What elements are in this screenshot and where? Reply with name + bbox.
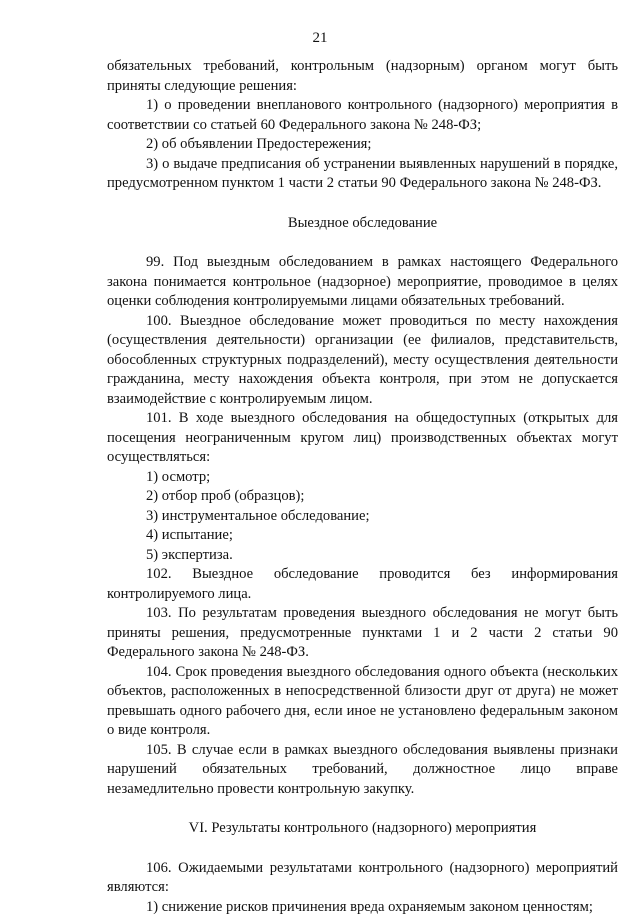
- paragraph-101: 101. В ходе выездного обследования на общедоступных (открытых для посещения неограниченным кругом лиц) производственных объектах могут осуществляться:: [107, 409, 618, 468]
- decision-item-3: 3) о выдаче предписания об устранении выявленных нарушений в порядке, предусмотренном пунктом 1 части 2 статьи 90 Федерального закона № 248-ФЗ.: [107, 155, 618, 194]
- section-heading-field-inspection: Выездное обследование: [107, 214, 618, 234]
- paragraph-continuation: обязательных требований, контрольным (надзорным) органом могут быть приняты следующие решения:: [107, 57, 618, 96]
- list-item-101-4: 4) испытание;: [107, 526, 618, 546]
- list-item-101-2: 2) отбор проб (образцов);: [107, 487, 618, 507]
- paragraph-105: 105. В случае если в рамках выездного обследования выявлены признаки нарушений обязательных требований, должностное лицо вправе незамедлительно провести контрольную закупку.: [107, 741, 618, 800]
- paragraph-103: 103. По результатам проведения выездного обследования не могут быть приняты решения, предусмотренные пунктами 1 и 2 части 2 статьи 90 Федерального закона № 248-ФЗ.: [107, 604, 618, 663]
- paragraph-106: 106. Ожидаемыми результатами контрольного (надзорного) мероприятий являются:: [107, 859, 618, 898]
- decision-item-2: 2) об объявлении Предостережения;: [107, 135, 618, 155]
- paragraph-100: 100. Выездное обследование может проводиться по месту нахождения (осуществления деятельности) организации (ее филиалов, представительств, обособленных структурных подразделений), месту осуществления деятельности гражданина, месту нахождения объекта контроля, при этом не допускается взаимодействие с контролируемым лицом.: [107, 312, 618, 410]
- paragraph-99: 99. Под выездным обследованием в рамках настоящего Федерального закона понимается контрольное (надзорное) мероприятие, проводимое в целях оценки соблюдения контролируемыми лицами обязательных требований.: [107, 253, 618, 312]
- list-item-101-3: 3) инструментальное обследование;: [107, 507, 618, 527]
- paragraph-104: 104. Срок проведения выездного обследования одного объекта (нескольких объектов, расположенных в непосредственной близости друг от друга) не может превышать одного рабочего дня, если иное не установлено федеральным законом о виде контроля.: [107, 663, 618, 741]
- list-item-101-1: 1) осмотр;: [107, 468, 618, 488]
- document-body: [107, 57, 618, 917]
- page-number: 21: [0, 30, 640, 47]
- section-heading-results: VI. Результаты контрольного (надзорного) мероприятия: [107, 819, 618, 839]
- list-item-106-1: 1) снижение рисков причинения вреда охраняемым законом ценностям;: [107, 898, 618, 917]
- list-item-101-5: 5) экспертиза.: [107, 546, 618, 566]
- decision-item-1: 1) о проведении внепланового контрольного (надзорного) мероприятия в соответствии со статьей 60 Федерального закона № 248-ФЗ;: [107, 96, 618, 135]
- paragraph-102: 102. Выездное обследование проводится без информирования контролируемого лица.: [107, 565, 618, 604]
